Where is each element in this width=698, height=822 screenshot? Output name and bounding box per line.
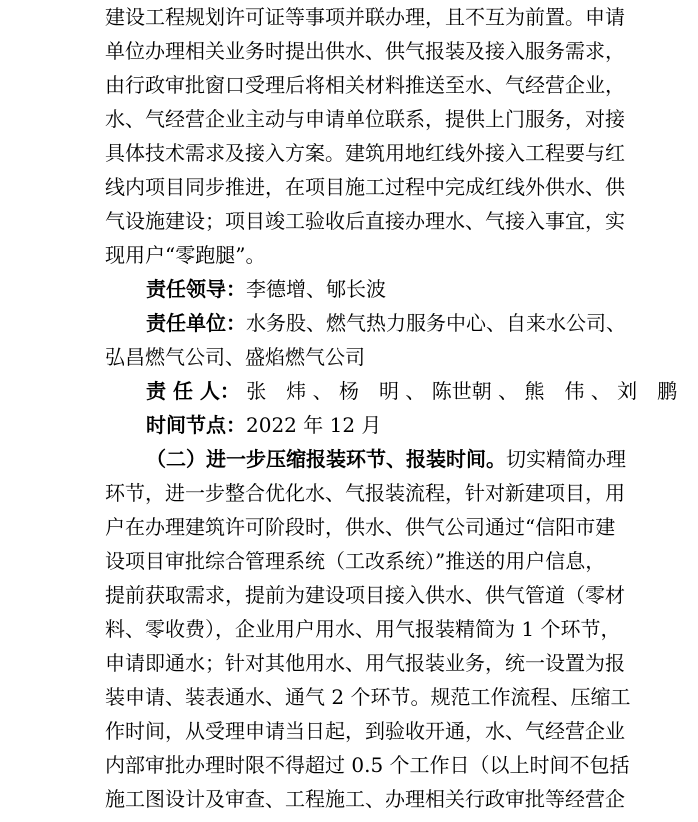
leaders-label: 责任领导： bbox=[146, 277, 246, 301]
person-name: 张 炜 bbox=[246, 379, 307, 403]
paragraph-line: 环节，进一步整合优化水、气报装流程，针对新建项目，用 bbox=[105, 481, 625, 505]
paragraph-line: 水、气经营企业主动与申请单位联系，提供上门服务，对接 bbox=[105, 107, 625, 131]
person-name: 陈世朝 bbox=[431, 379, 492, 403]
paragraph-line: 作时间，从受理申请当日起，到验收开通，水、气经营企业 bbox=[105, 719, 625, 743]
paragraph-line: 施工图设计及审查、工程施工、办理相关行政审批等经营企 bbox=[105, 787, 625, 811]
person-name: 熊 伟 bbox=[524, 379, 585, 403]
timeline bbox=[146, 408, 601, 442]
paragraph-line: 设项目审批综合管理系统（工改系统）”推送的用户信息， bbox=[105, 549, 606, 573]
paragraph-line: 气设施建设；项目竣工验收后直接办理水、气接入事宜，实 bbox=[105, 209, 625, 233]
timeline-value: 2022 年 12 月 bbox=[246, 413, 382, 437]
name-separator: 、 bbox=[405, 379, 426, 403]
paragraph-line: 料、零收费），企业用户用水、用气报装精简为 1 个环节， bbox=[105, 617, 621, 641]
responsible-persons bbox=[146, 374, 678, 408]
persons-label: 责 任 人： bbox=[146, 379, 240, 403]
section2-heading: （二）进一步压缩报装环节、报装时间。 bbox=[146, 447, 506, 471]
paragraph-line: 申请即通水；针对其他用水、用气报装业务，统一设置为报 bbox=[105, 651, 625, 675]
section2-text: 切实精简办理 bbox=[506, 447, 626, 471]
name-separator: 、 bbox=[312, 379, 333, 403]
paragraph-line: 提前获取需求，提前为建设项目接入供水、供气管道（零材 bbox=[105, 583, 625, 607]
leaders-value: 李德增、郇长波 bbox=[246, 277, 386, 301]
paragraph-line: 由行政审批窗口受理后将相关材料推送至水、气经营企业， bbox=[105, 73, 625, 97]
responsible-units bbox=[146, 306, 626, 340]
person-name: 杨 明 bbox=[339, 379, 400, 403]
responsible-leaders bbox=[146, 272, 601, 306]
paragraph-line: 内部审批办理时限不得超过 0.5 个工作日（以上时间不包括 bbox=[105, 753, 630, 777]
paragraph-line: 装申请、装表通水、通气 2 个环节。规范工作流程、压缩工 bbox=[105, 685, 631, 709]
timeline-label: 时间节点： bbox=[146, 413, 246, 437]
paragraph-line: 户在办理建筑许可阶段时，供水、供气公司通过“信阳市建 bbox=[105, 515, 616, 539]
paragraph-line: 建设工程规划许可证等事项并联办理，且不互为前置。申请 bbox=[105, 5, 625, 29]
paragraph-line: 具体技术需求及接入方案。建筑用地红线外接入工程要与红 bbox=[105, 141, 625, 165]
name-separator: 、 bbox=[498, 379, 519, 403]
paragraph-line: 单位办理相关业务时提出供水、供气报装及接入服务需求， bbox=[105, 39, 625, 63]
units-value-line2: 弘昌燃气公司、盛焰燃气公司 bbox=[105, 345, 365, 369]
units-label: 责任单位： bbox=[146, 311, 246, 335]
units-value-line1: 水务股、燃气热力服务中心、自来水公司、 bbox=[246, 311, 626, 335]
person-name: 刘 鹏 bbox=[617, 379, 678, 403]
name-separator: 、 bbox=[590, 379, 611, 403]
paragraph-line: 现用户“零跑腿”。 bbox=[105, 243, 266, 267]
section2-first-line bbox=[146, 442, 626, 476]
paragraph-line: 线内项目同步推进，在项目施工过程中完成红线外供水、供 bbox=[105, 175, 625, 199]
